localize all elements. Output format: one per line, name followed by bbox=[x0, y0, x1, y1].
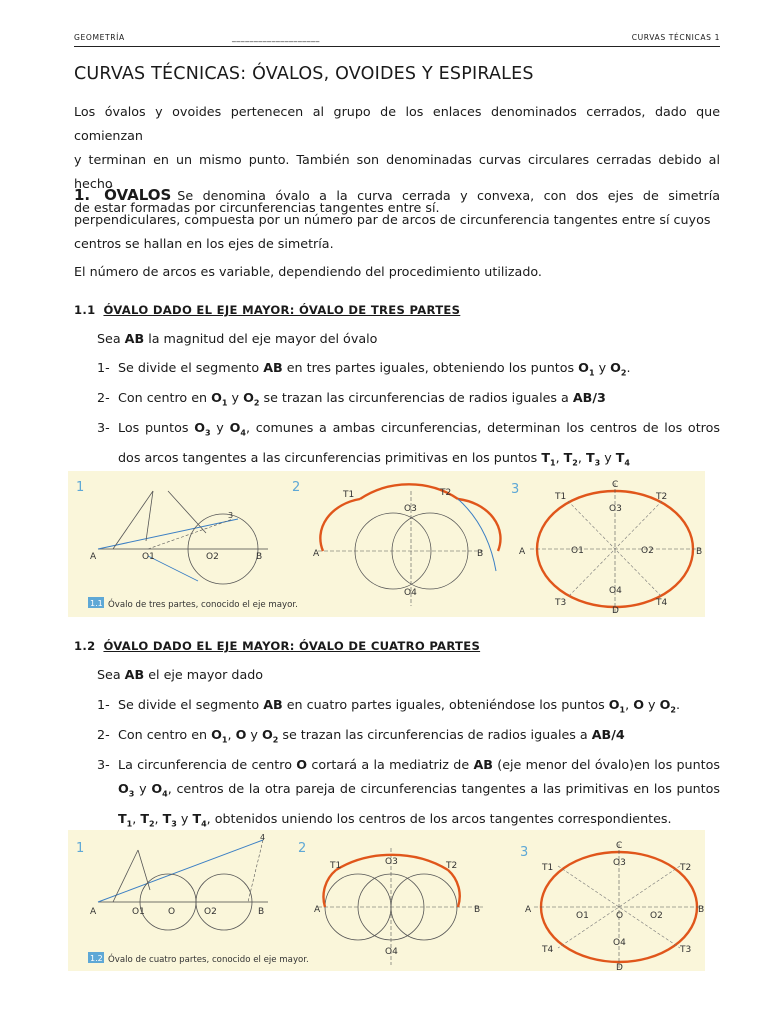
label-division: 4 bbox=[260, 833, 266, 842]
header-name-blank: ____________________ bbox=[232, 33, 320, 42]
label-A: A bbox=[314, 905, 321, 915]
label-O1: O1 bbox=[142, 552, 155, 562]
label-division: 3 bbox=[228, 511, 234, 520]
label-T3: T3 bbox=[555, 598, 567, 608]
label-B: B bbox=[696, 547, 703, 557]
step-item bbox=[97, 753, 720, 836]
label-O4: O4 bbox=[609, 586, 622, 596]
section-heading-line bbox=[74, 183, 720, 208]
subsection-lead: Sea AB el eje mayor dado bbox=[97, 667, 264, 682]
label-A: A bbox=[313, 549, 320, 559]
figure-oval-three-parts bbox=[68, 471, 705, 617]
label-T2: T2 bbox=[680, 863, 692, 873]
section-definition: Se denomina óvalo a la curva cerrada y convexa, con dos ejes de simetría bbox=[177, 188, 720, 203]
subsection-number: 1.2 bbox=[74, 639, 96, 653]
step-item bbox=[97, 416, 720, 475]
label-T1: T1 bbox=[343, 490, 355, 500]
label-T4: T4 bbox=[656, 598, 668, 608]
panel-number: 3 bbox=[520, 845, 529, 860]
intro-line: y terminan en un mismo punto. También son denominadas curvas circulares cerradas debido al hecho bbox=[74, 152, 720, 191]
label-B: B bbox=[477, 549, 484, 559]
panel-number: 1 bbox=[76, 841, 85, 856]
subsection-1-2-heading bbox=[74, 639, 480, 653]
step-number: 1- bbox=[97, 360, 110, 375]
figure-diagram bbox=[68, 830, 705, 971]
section-number: 1. bbox=[74, 186, 91, 204]
section-note: El número de arcos es variable, dependiendo del procedimiento utilizado. bbox=[74, 264, 542, 279]
step-number: 3- bbox=[97, 420, 110, 435]
intro-line: de estar formadas por circunferencias tangentes entre sí. bbox=[74, 200, 440, 215]
construction-panel-1 bbox=[76, 833, 268, 930]
construction-panel-2 bbox=[292, 480, 500, 606]
label-O3: O3 bbox=[613, 858, 626, 868]
construction-panel-1 bbox=[76, 480, 268, 584]
subsection-title: ÓVALO DADO EL EJE MAYOR: ÓVALO DE TRES PARTES bbox=[103, 303, 461, 317]
label-A: A bbox=[525, 905, 532, 915]
figure-oval-four-parts bbox=[68, 830, 705, 971]
figure-diagram bbox=[68, 471, 705, 617]
label-A: A bbox=[519, 547, 526, 557]
step-text: Los puntos $O_3$ y $O_4$, comunes a ambas circunferencias, determinan los centros de los otros dos arcos tangentes a las circunferencias primitivas en los puntos $T_1$, $T_2$, $T_3$ y $T_4$ bbox=[118, 420, 720, 468]
label-C: C bbox=[616, 841, 623, 851]
label-O2: O2 bbox=[206, 552, 219, 562]
label-T1: T1 bbox=[555, 492, 567, 502]
label-O4: O4 bbox=[613, 938, 626, 948]
label-O4: O4 bbox=[404, 588, 417, 598]
label-O: O bbox=[168, 907, 176, 917]
construction-panel-3 bbox=[520, 841, 704, 971]
label-O2: O2 bbox=[641, 546, 654, 556]
step-text: Con centro en $O_1$ y $O_2$ se trazan las circunferencias de radios iguales a AB/3 bbox=[118, 390, 606, 408]
step-text: La circunferencia de centro O cortará a la mediatriz de AB (eje menor del óvalo)en los puntos $O_3$ y $O_4$, centros de la otra pareja de circunferencias tangentes a las primitivas en los puntos $T_1$, $T_2$, $T_3$ y $T_4$, obtenidos uniendo los centros de los arcos tangentes correspondientes. bbox=[118, 757, 720, 829]
label-O3: O3 bbox=[609, 504, 622, 514]
label-D: D bbox=[616, 963, 623, 971]
step-text: Se divide el segmento AB en cuatro partes iguales, obteniéndose los puntos $O_1$, O y $O_2$. bbox=[118, 697, 680, 715]
page-header bbox=[74, 33, 720, 45]
label-O3: O3 bbox=[404, 504, 417, 514]
section-ovalos bbox=[74, 183, 720, 256]
step-item bbox=[97, 693, 720, 723]
step-number: 3- bbox=[97, 757, 110, 772]
header-topic: CURVAS TÉCNICAS 1 bbox=[631, 33, 720, 42]
construction-panel-2 bbox=[298, 841, 483, 965]
label-T4: T4 bbox=[542, 945, 554, 955]
label-O: O bbox=[616, 911, 624, 921]
panel-number: 3 bbox=[511, 482, 520, 497]
step-item bbox=[97, 723, 720, 753]
construction-panel-3 bbox=[511, 480, 702, 616]
page-title: CURVAS TÉCNICAS: ÓVALOS, OVOIDES Y ESPIRALES bbox=[74, 64, 534, 84]
label-B: B bbox=[474, 905, 481, 915]
subsection-lead: Sea AB la magnitud del eje mayor del óvalo bbox=[97, 331, 378, 346]
label-O1: O1 bbox=[132, 907, 145, 917]
label-T2: T2 bbox=[446, 861, 458, 871]
subsection-number: 1.1 bbox=[74, 303, 96, 317]
section-text: perpendiculares, compuesta por un número par de arcos de circunferencia tangentes entre sí cuyos bbox=[74, 212, 711, 227]
label-T2: T2 bbox=[440, 488, 452, 498]
panel-number: 2 bbox=[298, 841, 307, 856]
label-T3: T3 bbox=[680, 945, 692, 955]
label-D: D bbox=[612, 606, 619, 616]
figure-caption: Óvalo de tres partes, conocido el eje mayor. bbox=[108, 600, 298, 610]
label-B: B bbox=[256, 552, 263, 562]
step-number: 1- bbox=[97, 697, 110, 712]
intro-line: Los óvalos y ovoides pertenecen al grupo de los enlaces denominados cerrados, dado que comienzan bbox=[74, 104, 720, 143]
label-A: A bbox=[90, 907, 97, 917]
section-heading: ÓVALOS bbox=[104, 186, 172, 204]
caption-number: 1.2 bbox=[90, 954, 103, 963]
step-text: Se divide el segmento AB en tres partes iguales, obteniendo los puntos $O_1$ y $O_2$. bbox=[118, 360, 631, 378]
label-O3: O3 bbox=[385, 857, 398, 867]
label-T2: T2 bbox=[656, 492, 668, 502]
label-O1: O1 bbox=[576, 911, 589, 921]
label-O2: O2 bbox=[650, 911, 663, 921]
label-A: A bbox=[90, 552, 97, 562]
figure-caption: Óvalo de cuatro partes, conocido el eje mayor. bbox=[108, 955, 309, 965]
panel-number: 2 bbox=[292, 480, 301, 495]
label-O4: O4 bbox=[385, 947, 398, 957]
step-text: Con centro en $O_1$, O y $O_2$ se trazan las circunferencias de radios iguales a AB/4 bbox=[118, 727, 625, 745]
header-divider bbox=[74, 46, 720, 47]
caption-number: 1.1 bbox=[90, 599, 103, 608]
step-number: 2- bbox=[97, 390, 110, 405]
label-B: B bbox=[258, 907, 265, 917]
label-B: B bbox=[698, 905, 705, 915]
panel-number: 1 bbox=[76, 480, 85, 495]
step-item bbox=[97, 356, 720, 386]
subsection-title: ÓVALO DADO EL EJE MAYOR: ÓVALO DE CUATRO PARTES bbox=[103, 639, 481, 653]
label-O2: O2 bbox=[204, 907, 217, 917]
label-T1: T1 bbox=[330, 861, 342, 871]
header-subject: GEOMETRÍA bbox=[74, 33, 125, 42]
step-number: 2- bbox=[97, 727, 110, 742]
section-text: centros se hallan en los ejes de simetría. bbox=[74, 236, 334, 251]
label-T1: T1 bbox=[542, 863, 554, 873]
label-O1: O1 bbox=[571, 546, 584, 556]
subsection-1-1-heading bbox=[74, 303, 460, 317]
step-item bbox=[97, 386, 720, 416]
label-C: C bbox=[612, 480, 619, 490]
